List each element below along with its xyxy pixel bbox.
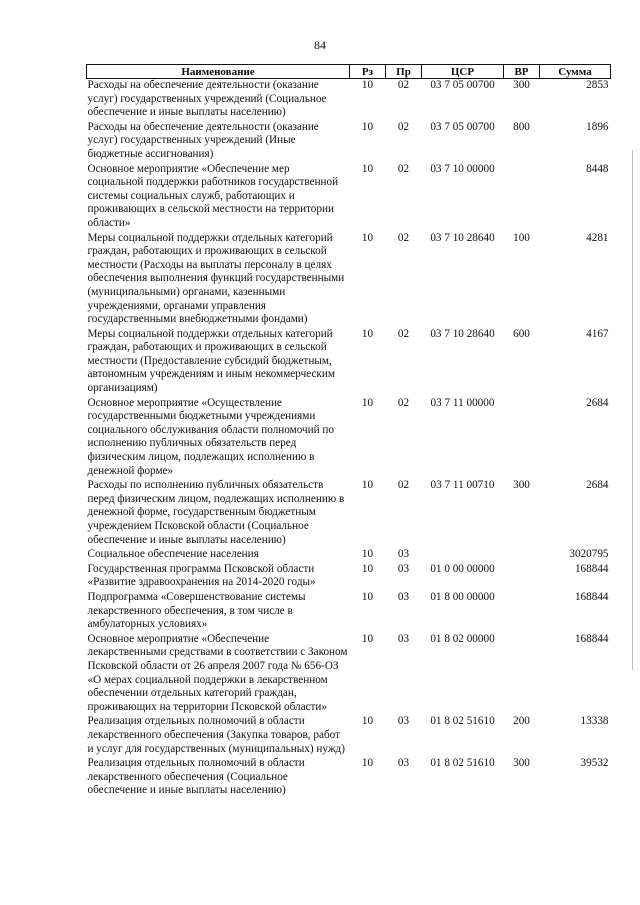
table-row: [87, 563, 611, 591]
cell-name: Меры социальной поддержки отдельных категорий граждан, работающих и проживающих в сельской местности (Предоставление субсидий бюджетным, автономным учреждениям и иным некоммерческим организациям): [87, 327, 335, 395]
cell-vr: [504, 163, 540, 232]
cell-vr: [504, 548, 540, 563]
cell-pr: 02: [397, 162, 410, 175]
cell-vr: [504, 397, 540, 480]
cell-vr: 600: [513, 327, 530, 340]
cell-name: Основное мероприятие «Обеспечение лекарственными средствами в соответствии с Законом Псковской области от 26 апреля 2007 года № 656-ОЗ «О мерах социальной поддержки в лекарственном обеспечении отдельных категорий граждан, проживающих на территории Псковской области»: [87, 632, 348, 713]
cell-sum: 39532: [580, 757, 609, 770]
cell-csr: 03 7 05 00700: [430, 79, 495, 91]
scan-edge-mark: [632, 150, 633, 670]
table-row: [87, 633, 611, 716]
cell-csr: 03 7 11 00000: [430, 396, 495, 409]
cell-rz: 10: [361, 120, 374, 133]
cell-name: Реализация отдельных полномочий в области лекарственного обеспечения (Социальное обеспечение и иные выплаты населению): [87, 757, 305, 797]
table-row: [87, 591, 611, 633]
cell-rz: 10: [361, 590, 374, 603]
header-csr: ЦСР: [422, 65, 504, 79]
cell-sum: 2684: [586, 396, 609, 409]
cell-sum: 4281: [586, 231, 609, 244]
cell-csr: 01 8 02 51610: [430, 715, 495, 728]
cell-rz: 10: [361, 396, 374, 409]
header-name: Наименование: [87, 65, 350, 79]
cell-rz: 10: [361, 79, 374, 91]
table-row: [87, 757, 611, 799]
table-row: [87, 479, 611, 548]
cell-name: Государственная программа Псковской области «Развитие здравоохранения на 2014-2020 годы»: [87, 562, 316, 589]
cell-csr: 03 7 11 00710: [430, 479, 495, 492]
cell-name: Основное мероприятие «Обеспечение мер социальной поддержки работников государственной системы социальных служб, работающих и проживающих в сельской местности на территории области»: [87, 162, 339, 229]
cell-name: Расходы по исполнению публичных обязательств перед физическим лицом, подлежащих исполнению в денежной форме, государственным бюджетным учреждением Псковской области (Социальное обеспечение и иные выплаты населению): [87, 479, 345, 546]
cell-sum: 8448: [586, 162, 609, 175]
cell-rz: 10: [361, 231, 374, 244]
cell-sum: 168844: [574, 632, 609, 645]
cell-rz: 10: [361, 479, 374, 492]
header-sum: Сумма: [540, 65, 611, 79]
table-row: [87, 397, 611, 480]
cell-sum: 13338: [580, 715, 609, 728]
cell-pr: 02: [397, 396, 410, 409]
cell-pr: 02: [397, 120, 410, 133]
table-header-row: [87, 65, 611, 79]
cell-vr: [504, 633, 540, 716]
cell-csr: 03 7 10 28640: [430, 231, 495, 244]
cell-csr: 01 8 00 00000: [430, 590, 495, 603]
page-number: 84: [314, 38, 326, 52]
cell-name: Расходы на обеспечение деятельности (оказание услуг) государственных учреждений (Социальное обеспечение и иные выплаты населению): [87, 79, 327, 119]
cell-rz: 10: [361, 757, 374, 770]
table-row: [87, 163, 611, 232]
cell-csr: [422, 548, 504, 563]
cell-pr: 03: [397, 715, 410, 728]
cell-rz: 10: [361, 715, 374, 728]
table-row: [87, 232, 611, 328]
cell-rz: 10: [361, 327, 374, 340]
cell-csr: 03 7 05 00700: [430, 120, 495, 133]
cell-vr: 300: [513, 79, 530, 91]
cell-csr: 01 0 00 00000: [430, 562, 495, 575]
cell-vr: 100: [513, 231, 530, 244]
cell-vr: 200: [513, 715, 530, 728]
cell-vr: 300: [513, 479, 530, 492]
cell-name: Меры социальной поддержки отдельных категорий граждан, работающих и проживающих в сельской местности (Расходы на выплаты персоналу в целях обеспечения выполнения функций государственными (муниципальными) органами, казенными учреждениями, органами управления государственными внебюджетными фондами): [87, 231, 345, 326]
cell-rz: 10: [361, 548, 374, 561]
table-row: [87, 121, 611, 163]
cell-name: Подпрограмма «Совершенствование системы лекарственного обеспечения, в том числе в амбулаторных условиях»: [87, 590, 306, 631]
table-row: [87, 79, 611, 121]
cell-pr: 02: [397, 79, 410, 91]
cell-sum: 2853: [586, 79, 609, 91]
cell-vr: [504, 591, 540, 633]
cell-pr: 03: [397, 632, 410, 645]
cell-name: Социальное обеспечение населения: [87, 548, 259, 561]
cell-csr: 03 7 10 28640: [430, 327, 495, 340]
cell-name: Основное мероприятие «Осуществление государственными бюджетными учреждениями социального обслуживания области полномочий по исполнению публичных обязательств перед физическим лицом, подлежащих исполнению в денежной форме»: [87, 396, 335, 477]
budget-table: [86, 64, 611, 799]
cell-sum: 4167: [586, 327, 609, 340]
cell-pr: 03: [397, 548, 410, 561]
cell-csr: 01 8 02 00000: [430, 632, 495, 645]
cell-sum: 168844: [574, 590, 609, 603]
cell-pr: 03: [397, 757, 410, 770]
cell-vr: 300: [513, 757, 530, 770]
cell-rz: 10: [361, 162, 374, 175]
cell-sum: 168844: [574, 562, 609, 575]
cell-pr: 02: [397, 231, 410, 244]
cell-pr: 02: [397, 479, 410, 492]
cell-csr: 03 7 10 00000: [430, 162, 495, 175]
cell-sum: 2684: [586, 479, 609, 492]
cell-name: Расходы на обеспечение деятельности (оказание услуг) государственных учреждений (Иные бюджетные ассигнования): [87, 120, 319, 160]
cell-vr: 800: [513, 120, 530, 133]
header-vr: ВР: [504, 65, 540, 79]
header-rz: Рз: [350, 65, 386, 79]
table-row: [87, 328, 611, 397]
table-row: [87, 715, 611, 757]
cell-pr: 02: [397, 327, 410, 340]
cell-sum: 3020795: [569, 548, 609, 561]
cell-name: Реализация отдельных полномочий в области лекарственного обеспечения (Закупка товаров, работ и услуг для государственных (муниципальных) нужд): [87, 715, 345, 755]
header-pr: Пр: [386, 65, 422, 79]
cell-pr: 03: [397, 562, 410, 575]
cell-pr: 03: [397, 590, 410, 603]
cell-vr: [504, 563, 540, 591]
cell-rz: 10: [361, 562, 374, 575]
cell-sum: 1896: [586, 120, 609, 133]
table-row: [87, 548, 611, 563]
cell-rz: 10: [361, 632, 374, 645]
cell-csr: 01 8 02 51610: [430, 757, 495, 770]
